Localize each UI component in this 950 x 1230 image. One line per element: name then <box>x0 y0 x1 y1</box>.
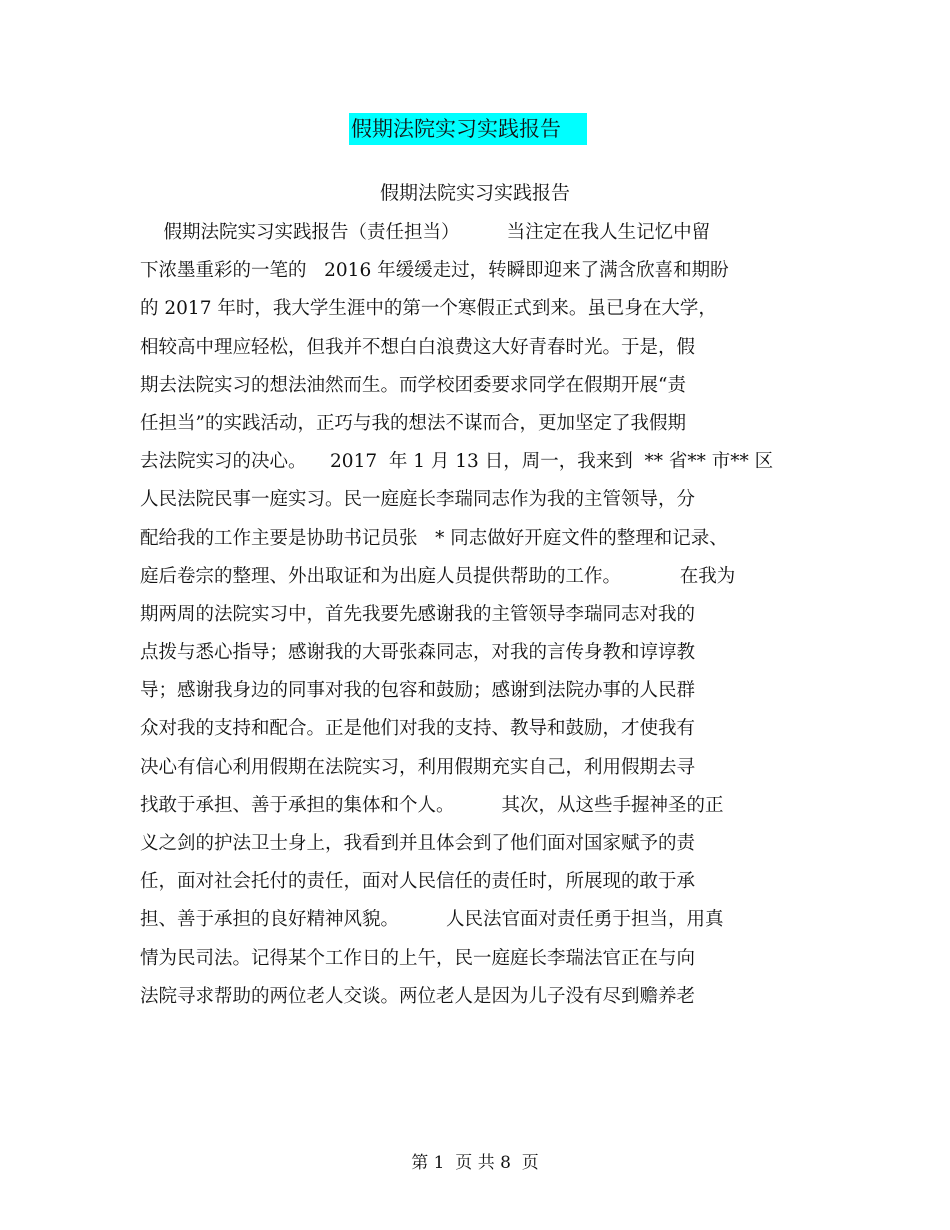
body-line: 庭后卷宗的整理、外出取证和为出庭人员提供帮助的工作。 在我为 <box>140 565 736 587</box>
body-line: 配给我的工作主要是协助书记员张 * 同志做好开庭文件的整理和记录、 <box>140 527 728 549</box>
body-line: 导；感谢我身边的同事对我的包容和鼓励；感谢到法院办事的人民群 <box>140 680 696 702</box>
body-text <box>140 218 820 1020</box>
document-subtitle: 假期法院实习实践报告 <box>379 182 570 204</box>
body-line: 找敢于承担、善于承担的集体和个人。 其次，从这些手握神圣的正 <box>140 794 724 816</box>
body-line: 众对我的支持和配合。正是他们对我的支持、教导和鼓励，才使我有 <box>140 718 696 740</box>
document-title: 假期法院实习实践报告 <box>349 113 587 145</box>
body-line: 决心有信心利用假期在法院实习，利用假期充实自己，利用假期去寻 <box>140 756 696 778</box>
body-line: 任担当”的实践活动，正巧与我的想法不谋而合，更加坚定了我假期 <box>140 412 686 434</box>
body-line: 担、善于承担的良好精神风貌。 人民法官面对责任勇于担当，用真 <box>140 909 724 931</box>
body-line: 的 2017 年时，我大学生涯中的第一个寒假正式到来。虽已身在大学， <box>140 298 717 320</box>
page-number-footer: 第 1 页 共 8 页 <box>411 1153 539 1173</box>
body-line: 假期法院实习实践报告（责任担当） 当注定在我人生记忆中留 <box>140 222 711 243</box>
body-line: 法院寻求帮助的两位老人交谈。两位老人是因为儿子没有尽到赡养老 <box>140 985 696 1007</box>
body-line: 点拨与悉心指导；感谢我的大哥张森同志，对我的言传身教和谆谆教 <box>140 642 696 664</box>
body-line: 相较高中理应轻松，但我并不想白白浪费这大好青春时光。于是，假 <box>140 336 696 358</box>
body-line: 义之剑的护法卫士身上，我看到并且体会到了他们面对国家赋予的责 <box>140 833 696 854</box>
body-line: 人民法院民事一庭实习。民一庭庭长李瑞同志作为我的主管领导，分 <box>140 489 696 511</box>
body-line: 期两周的法院实习中，首先我要先感谢我的主管领导李瑞同志对我的 <box>140 603 696 625</box>
body-line: 情为民司法。记得某个工作日的上午，民一庭庭长李瑞法官正在与向 <box>140 947 696 969</box>
body-line: 下浓墨重彩的一笔的 2016 年缓缓走过，转瞬即迎来了满含欣喜和期盼 <box>140 260 729 282</box>
body-line: 任，面对社会托付的责任，面对人民信任的责任时，所展现的敢于承 <box>140 871 696 893</box>
body-line: 去法院实习的决心。 2017 年 1 月 13 日，周一，我来到 ** 省** 市** 区 <box>140 451 774 473</box>
body-line: 期去法院实习的想法油然而生。而学校团委要求同学在假期开展“责 <box>140 374 686 396</box>
